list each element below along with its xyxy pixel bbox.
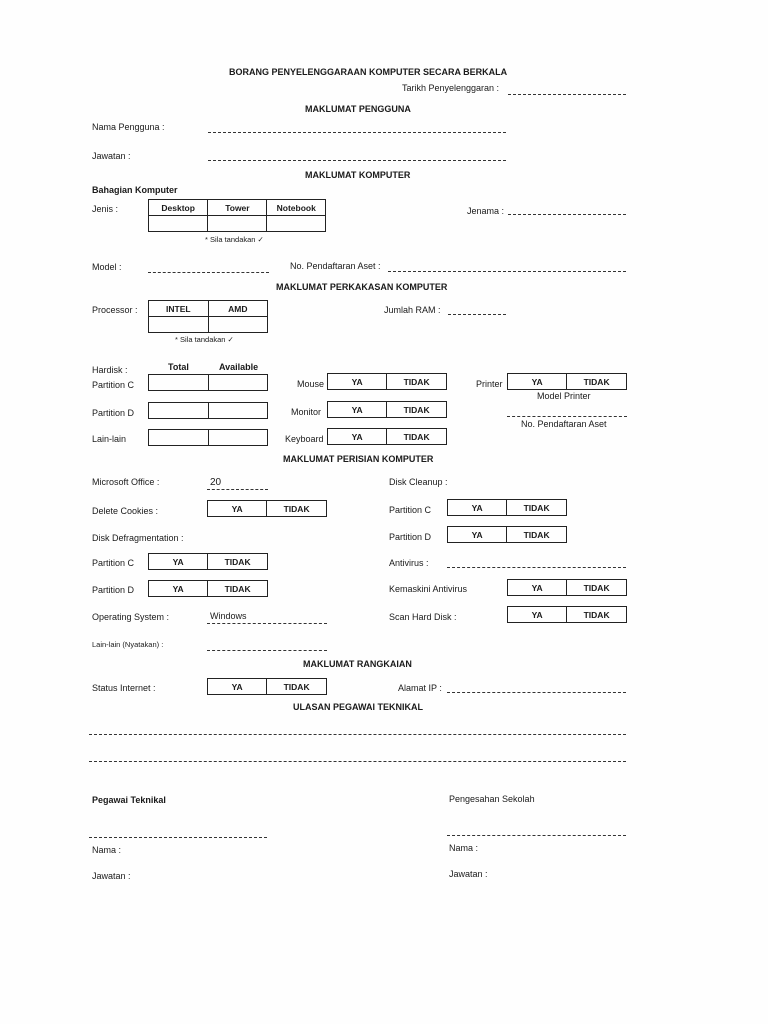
- scan-hard-disk-tidak[interactable]: TIDAK: [567, 607, 627, 623]
- sw-lainlain-field[interactable]: [207, 650, 327, 651]
- processor-intel-check[interactable]: [149, 317, 209, 333]
- office-value: 20: [210, 477, 222, 488]
- form-title: BORANG PENYELENGGARAAN KOMPUTER SECARA BERKALA: [229, 67, 508, 77]
- scan-hard-disk-options: [507, 606, 627, 623]
- ulasan-line-2[interactable]: [89, 761, 626, 762]
- available-label: Available: [219, 362, 259, 372]
- jawatan-label: Jawatan :: [92, 151, 131, 161]
- mouse-label: Mouse: [297, 379, 325, 389]
- section-heading-perkakasan: MAKLUMAT PERKAKASAN KOMPUTER: [276, 282, 448, 292]
- model-printer-field[interactable]: [507, 416, 627, 417]
- monitor-ya[interactable]: YA: [328, 402, 387, 418]
- section-heading-komputer: MAKLUMAT KOMPUTER: [305, 170, 411, 180]
- printer-tidak[interactable]: TIDAK: [567, 374, 627, 390]
- section-heading-pengguna: MAKLUMAT PENGGUNA: [305, 104, 411, 114]
- hw-partition-c-total[interactable]: [149, 375, 209, 391]
- kemaskini-antivirus-options: [507, 579, 627, 596]
- processor-amd: AMD: [208, 301, 267, 317]
- os-label: Operating System :: [92, 612, 170, 622]
- jenis-table: [148, 199, 326, 232]
- jenis-tower: Tower: [208, 200, 267, 216]
- scan-hard-disk-ya[interactable]: YA: [508, 607, 567, 623]
- hw-partition-d-boxes: [148, 402, 268, 419]
- no-aset-field[interactable]: [388, 271, 626, 272]
- disk-cleanup-label: Disk Cleanup :: [389, 477, 448, 487]
- defrag-partition-c-tidak[interactable]: TIDAK: [208, 554, 268, 570]
- pengesahan-signature-line[interactable]: [447, 835, 626, 836]
- cleanup-partition-c-ya[interactable]: YA: [448, 500, 507, 516]
- model-label: Model :: [92, 262, 122, 272]
- cleanup-partition-c-label: Partition C: [389, 505, 432, 515]
- office-label: Microsoft Office :: [92, 477, 160, 487]
- keyboard-tidak[interactable]: TIDAK: [387, 429, 447, 445]
- total-label: Total: [168, 362, 189, 372]
- hw-partition-c-label: Partition C: [92, 380, 135, 390]
- hw-partition-d-total[interactable]: [149, 403, 209, 419]
- alamat-ip-field[interactable]: [447, 692, 626, 693]
- defrag-label: Disk Defragmentation :: [92, 533, 184, 543]
- pengesahan-jawatan-label: Jawatan :: [449, 869, 488, 879]
- hw-partition-c-boxes: [148, 374, 268, 391]
- jumlah-ram-field[interactable]: [448, 314, 506, 315]
- cleanup-partition-d-options: [447, 526, 567, 543]
- tarikh-label: Tarikh Penyelenggaran :: [402, 83, 500, 93]
- cleanup-partition-d-tidak[interactable]: TIDAK: [507, 527, 567, 543]
- delete-cookies-label: Delete Cookies :: [92, 506, 159, 516]
- processor-label: Processor :: [92, 305, 138, 315]
- defrag-partition-c-label: Partition C: [92, 558, 135, 568]
- jenis-notebook: Notebook: [267, 200, 326, 216]
- tarikh-field[interactable]: [508, 94, 626, 95]
- antivirus-field[interactable]: [447, 567, 626, 568]
- defrag-partition-c-options: [148, 553, 268, 570]
- hw-lainlain-total[interactable]: [149, 430, 209, 446]
- defrag-partition-d-label: Partition D: [92, 585, 135, 595]
- keyboard-options: [327, 428, 447, 445]
- pengesahan-sekolah-label: Pengesahan Sekolah: [449, 794, 535, 804]
- hardisk-label: Hardisk :: [92, 365, 128, 375]
- status-internet-options: [207, 678, 327, 695]
- jenis-desktop-check[interactable]: [149, 216, 208, 232]
- jenama-label: Jenama :: [467, 206, 505, 216]
- pegawai-jawatan-label: Jawatan :: [92, 871, 131, 881]
- pengesahan-nama-label: Nama :: [449, 843, 479, 853]
- aset-printer-label: No. Pendaftaran Aset: [521, 419, 607, 429]
- hw-partition-d-available[interactable]: [208, 403, 268, 419]
- pegawai-nama-label: Nama :: [92, 845, 122, 855]
- no-aset-label: No. Pendaftaran Aset :: [290, 261, 381, 271]
- mouse-tidak[interactable]: TIDAK: [387, 374, 447, 390]
- status-internet-tidak[interactable]: TIDAK: [267, 679, 327, 695]
- cleanup-partition-c-options: [447, 499, 567, 516]
- sw-lainlain-label: Lain-lain (Nyatakan) :: [92, 640, 164, 649]
- section-heading-ulasan: ULASAN PEGAWAI TEKNIKAL: [293, 702, 424, 712]
- office-field[interactable]: [207, 489, 268, 490]
- hw-partition-c-available[interactable]: [208, 375, 268, 391]
- os-value: Windows: [210, 611, 247, 621]
- status-internet-label: Status Internet :: [92, 683, 156, 693]
- monitor-label: Monitor: [291, 407, 322, 417]
- sila-tandakan-note-2: * Sila tandakan ✓: [175, 335, 234, 344]
- ulasan-line-1[interactable]: [89, 734, 626, 735]
- keyboard-ya[interactable]: YA: [328, 429, 387, 445]
- defrag-partition-d-tidak[interactable]: TIDAK: [208, 581, 268, 597]
- kemaskini-antivirus-tidak[interactable]: TIDAK: [567, 580, 627, 596]
- processor-table: [148, 300, 268, 333]
- hw-lainlain-available[interactable]: [208, 430, 268, 446]
- monitor-tidak[interactable]: TIDAK: [387, 402, 447, 418]
- model-field[interactable]: [148, 272, 269, 273]
- defrag-partition-c-ya[interactable]: YA: [149, 554, 208, 570]
- jenis-tower-check[interactable]: [208, 216, 267, 232]
- processor-amd-check[interactable]: [208, 317, 267, 333]
- keyboard-label: Keyboard: [285, 434, 324, 444]
- delete-cookies-options: [207, 500, 327, 517]
- pegawai-signature-line[interactable]: [89, 837, 267, 838]
- jumlah-ram-label: Jumlah RAM :: [384, 305, 441, 315]
- hw-lainlain-label: Lain-lain: [92, 434, 127, 444]
- jenis-notebook-check[interactable]: [267, 216, 326, 232]
- status-internet-ya[interactable]: YA: [208, 679, 267, 695]
- defrag-partition-d-ya[interactable]: YA: [149, 581, 208, 597]
- pegawai-teknikal-label: Pegawai Teknikal: [92, 795, 166, 805]
- nama-pengguna-label: Nama Pengguna :: [92, 122, 165, 132]
- cleanup-partition-c-tidak[interactable]: TIDAK: [507, 500, 567, 516]
- jenis-desktop: Desktop: [149, 200, 208, 216]
- delete-cookies-tidak[interactable]: TIDAK: [267, 501, 327, 517]
- jawatan-field[interactable]: [208, 160, 506, 161]
- nama-pengguna-field[interactable]: [208, 132, 506, 133]
- cleanup-partition-d-ya[interactable]: YA: [448, 527, 507, 543]
- kemaskini-antivirus-label: Kemaskini Antivirus: [389, 584, 468, 594]
- printer-options: [507, 373, 627, 390]
- kemaskini-antivirus-ya[interactable]: YA: [508, 580, 567, 596]
- cleanup-partition-d-label: Partition D: [389, 532, 432, 542]
- jenama-field[interactable]: [508, 214, 626, 215]
- section-heading-rangkaian: MAKLUMAT RANGKAIAN: [303, 659, 412, 669]
- bahagian-komputer-label: Bahagian Komputer: [92, 185, 178, 195]
- processor-intel: INTEL: [149, 301, 209, 317]
- monitor-options: [327, 401, 447, 418]
- mouse-options: [327, 373, 447, 390]
- scan-hard-disk-label: Scan Hard Disk :: [389, 612, 457, 622]
- hw-partition-d-label: Partition D: [92, 408, 135, 418]
- sila-tandakan-note: * Sila tandakan ✓: [205, 235, 264, 244]
- os-field[interactable]: [207, 623, 327, 624]
- mouse-ya[interactable]: YA: [328, 374, 387, 390]
- printer-ya[interactable]: YA: [508, 374, 567, 390]
- alamat-ip-label: Alamat IP :: [398, 683, 442, 693]
- printer-label: Printer: [476, 379, 503, 389]
- hw-lainlain-boxes: [148, 429, 268, 446]
- jenis-label: Jenis :: [92, 204, 119, 214]
- antivirus-label: Antivirus :: [389, 558, 429, 568]
- model-printer-label: Model Printer: [537, 391, 591, 401]
- section-heading-perisian: MAKLUMAT PERISIAN KOMPUTER: [283, 454, 434, 464]
- delete-cookies-ya[interactable]: YA: [208, 501, 267, 517]
- defrag-partition-d-options: [148, 580, 268, 597]
